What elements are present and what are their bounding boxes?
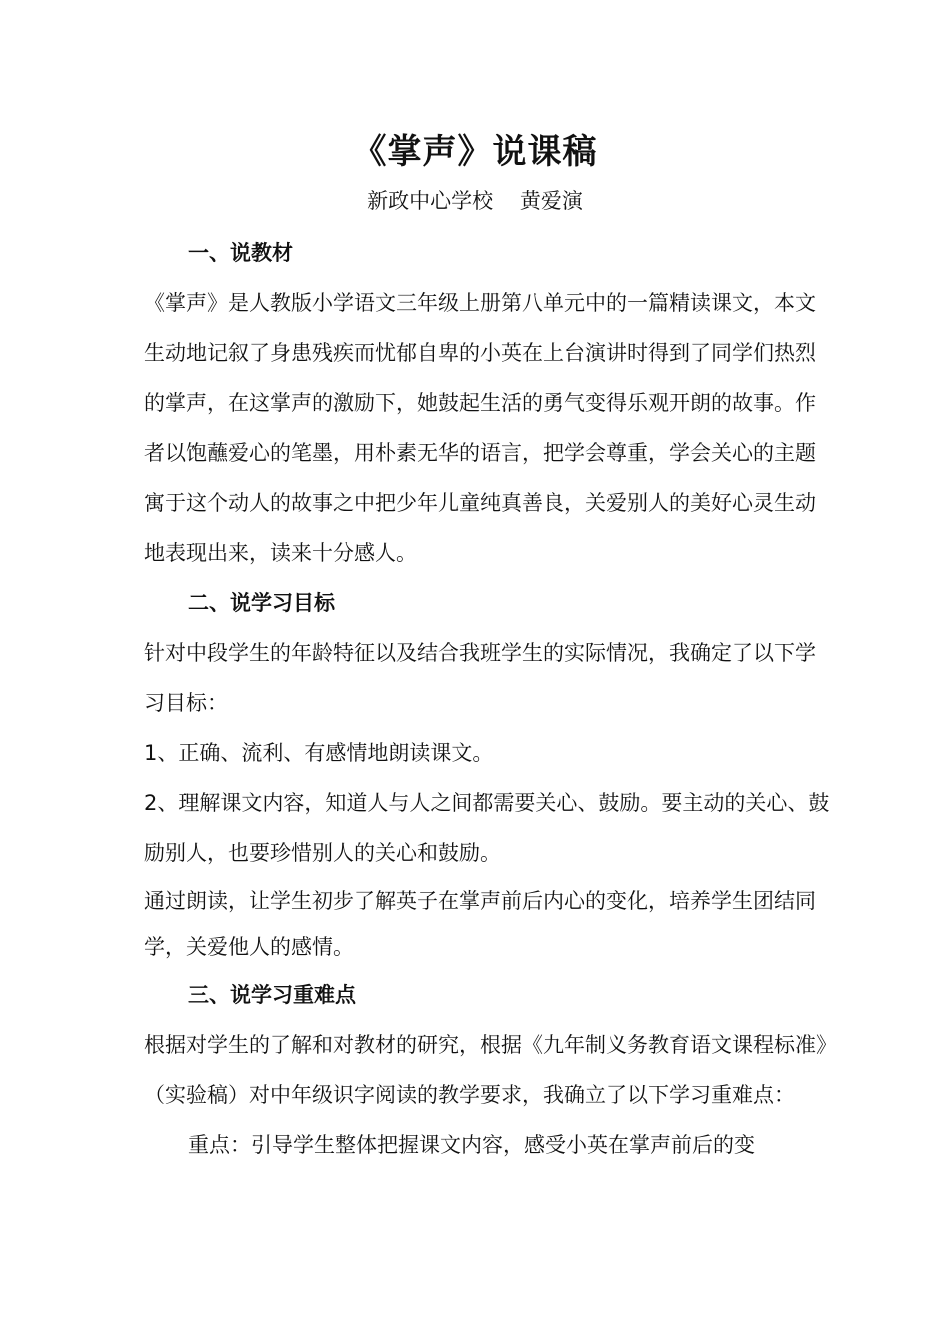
page-title: 《掌声》说课稿 <box>352 132 598 172</box>
section-1-paragraph-1: 《掌声》是人教版小学语文三年级上册第八单元中的一篇精读课文，本文生动地记叙了身患残疾而忧郁自卑的小英在上台演讲时得到了同学们热烈的掌声，在这掌声的激励下，她鼓起生活的勇气变得乐观开朗的故事。作者以饱蘸爱心的笔墨，用朴素无华的语言，把学会尊重，学会关心的主题寓于这个动人的故事之中把少年儿童纯真善良，关爱别人的美好心灵生动地表现出来，读来十分感人。 <box>144 291 816 565</box>
section-2-paragraph-4: 通过朗读，让学生初步了解英子在掌声前后内心的变化，培养学生团结同学，关爱他人的感情。 <box>144 889 816 959</box>
section-heading-3: 三、说学习重难点 <box>188 983 356 1007</box>
section-3-paragraph-1: 根据对学生的了解和对教材的研究，根据《九年制义务教育语文课程标准》（实验稿）对中年级识字阅读的教学要求，我确立了以下学习重难点： <box>144 1033 827 1107</box>
section-heading-2: 二、说学习目标 <box>188 591 335 615</box>
document-body <box>144 228 830 1170</box>
section-2-paragraph-1: 针对中段学生的年龄特征以及结合我班学生的实际情况，我确定了以下学习目标： <box>144 641 816 715</box>
section-heading-1: 一、说教材 <box>188 241 293 265</box>
section-3-key-point: 重点：引导学生整体把握课文内容，感受小英在掌声前后的变 <box>188 1133 755 1157</box>
section-2-goal-2: 2、理解课文内容，知道人与人之间都需要关心、鼓励。要主动的关心、鼓励别人，也要珍惜别人的关心和鼓励。 <box>144 791 830 865</box>
author-byline: 新政中心学校 黄爱演 <box>367 189 583 213</box>
section-2-goal-1: 1、正确、流利、有感情地朗读课文。 <box>144 741 494 765</box>
